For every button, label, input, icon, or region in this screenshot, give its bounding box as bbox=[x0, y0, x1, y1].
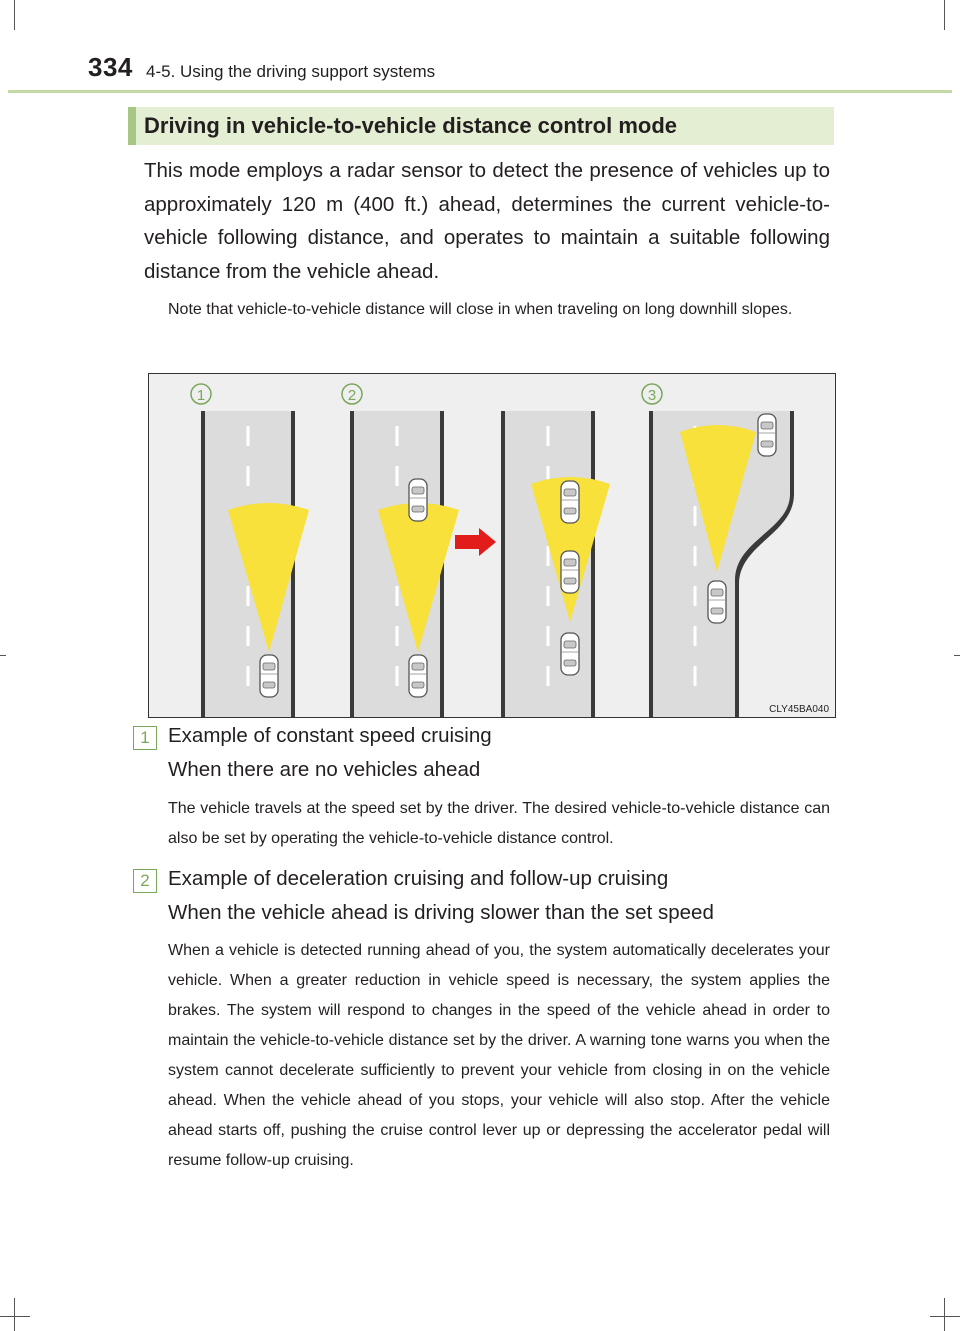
car-icon bbox=[561, 633, 579, 675]
diagram-label-3 bbox=[642, 384, 662, 404]
intro-note: Note that vehicle-to-vehicle distance will close in when traveling on long downhill slopes. bbox=[168, 301, 793, 318]
header-rule bbox=[8, 90, 952, 93]
arrow-right-icon bbox=[455, 528, 496, 556]
section-title: Driving in vehicle-to-vehicle distance control mode bbox=[144, 113, 678, 138]
car-icon bbox=[260, 655, 278, 697]
crop-mark bbox=[944, 0, 945, 30]
section-heading-bar bbox=[128, 107, 834, 145]
car-icon bbox=[561, 481, 579, 523]
car-icon bbox=[409, 479, 427, 521]
car-icon bbox=[758, 414, 776, 456]
item-description: When a vehicle is detected running ahead of you, the system automatically decelerates your vehicle. When a greater reduction in vehicle speed is necessary, the system applies the brakes. The system will respond to changes in the speed of the vehicle ahead in order to maintain the vehicle-to-vehicle distance set by the driver. A warning tone warns you when the system cannot decelerate sufficiently to prevent your vehicle from closing in on the vehicle ahead. When the vehicle ahead of you stops, your vehicle will also stop. After the vehicle ahead starts off, pushing the cruise control lever up or depressing the accelerator pedal will resume follow-up cruising. bbox=[168, 942, 830, 1169]
svg-text:3: 3 bbox=[647, 387, 657, 404]
car-icon bbox=[561, 551, 579, 593]
crop-mark bbox=[0, 1316, 30, 1317]
crop-mark bbox=[14, 1298, 15, 1331]
item-number-badge: 2 bbox=[133, 869, 157, 893]
crop-mark bbox=[944, 1298, 945, 1331]
item-description: The vehicle travels at the speed set by the driver. The desired vehicle-to-vehicle distance can also be set by operating the vehicle-to-vehicle distance control. bbox=[168, 800, 830, 847]
crop-mark bbox=[0, 655, 6, 656]
acc-illustration bbox=[148, 373, 836, 718]
car-icon bbox=[708, 581, 726, 623]
crop-mark bbox=[14, 0, 15, 30]
item-title: Example of deceleration cruising and follow-up cruising bbox=[168, 867, 669, 890]
item-title: Example of constant speed cruising bbox=[168, 724, 492, 747]
intro-paragraph: This mode employs a radar sensor to detect the presence of vehicles up to approximately 120 m (400 ft.) ahead, determines the current vehicle-to-vehicle following distance, and operates to maintain a suitable following distance from the vehicle ahead. bbox=[144, 159, 830, 283]
figure-code: CLY45BA040 bbox=[769, 704, 829, 715]
svg-text:1: 1 bbox=[196, 387, 206, 404]
page-number: 334 bbox=[88, 52, 133, 82]
crop-mark bbox=[954, 655, 960, 656]
chapter-title: 4-5. Using the driving support systems bbox=[146, 62, 436, 81]
svg-text:2: 2 bbox=[347, 387, 357, 404]
item-number-badge: 1 bbox=[133, 726, 157, 750]
section-accent bbox=[128, 107, 136, 145]
crop-mark bbox=[930, 1316, 960, 1317]
car-icon bbox=[409, 655, 427, 697]
item-subtitle: When the vehicle ahead is driving slower than the set speed bbox=[168, 901, 714, 924]
item-subtitle: When there are no vehicles ahead bbox=[168, 758, 481, 781]
diagram-label-1 bbox=[191, 384, 211, 404]
diagram-label-2 bbox=[342, 384, 362, 404]
